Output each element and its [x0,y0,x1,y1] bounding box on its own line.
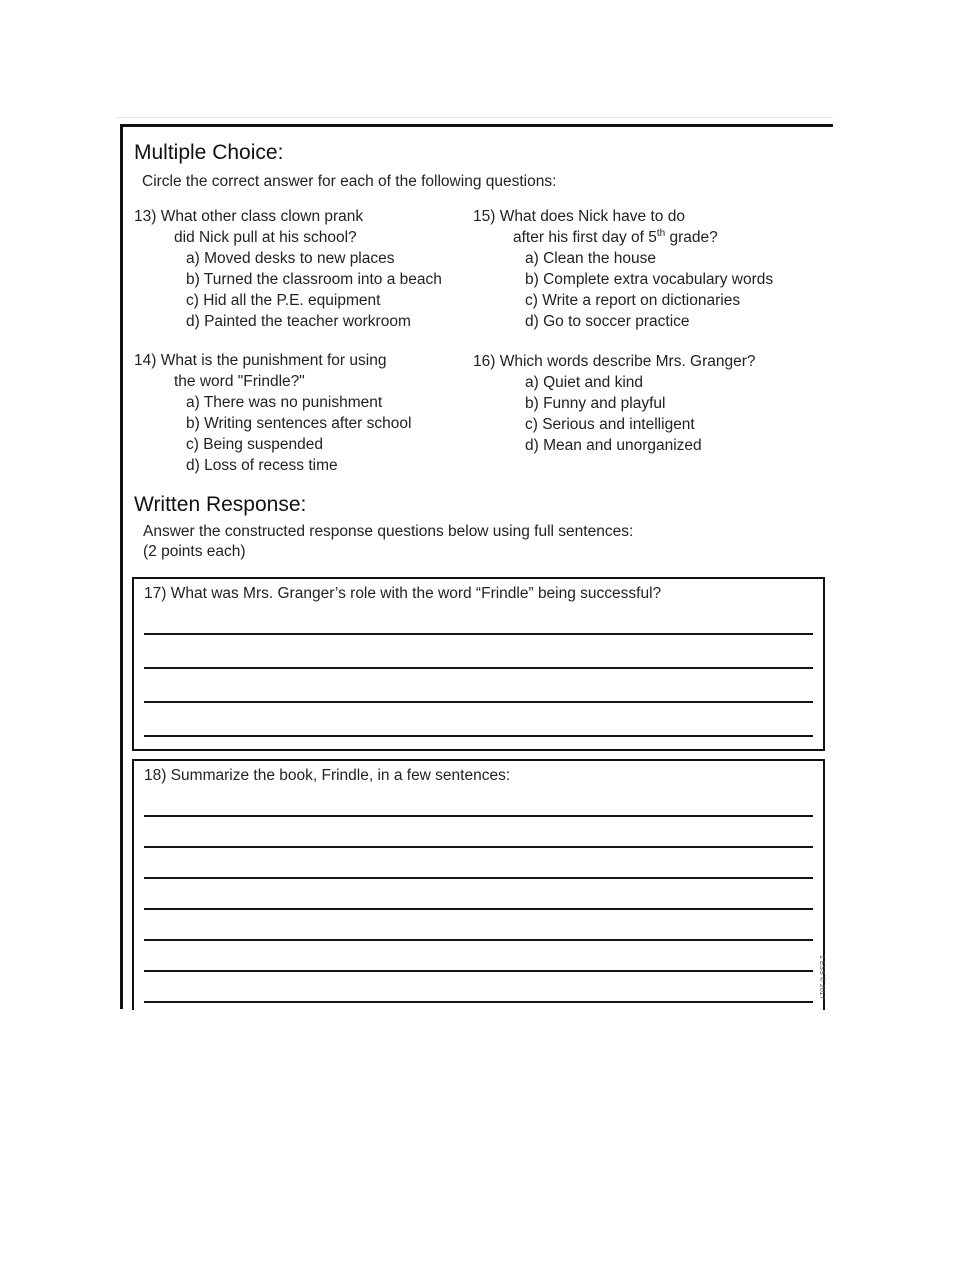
question-15 [473,206,773,332]
question-13-option-c[interactable]: c) Hid all the P.E. equipment [186,292,381,309]
question-13-option-d[interactable]: d) Painted the teacher workroom [186,313,411,330]
question-15-stem-2-end: grade? [665,229,718,246]
question-15-option-d[interactable]: d) Go to soccer practice [525,313,690,330]
question-14-option-a[interactable]: a) There was no punishment [186,394,383,411]
question-13-option-a[interactable]: a) Moved desks to new places [186,250,395,267]
question-15-stem-2-sup: th [656,227,666,239]
answer-line-18-4[interactable] [144,908,813,910]
question-13-stem-2: did Nick pull at his school? [174,229,357,246]
question-17-prompt: 17) What was Mrs. Granger’s role with the word “Frindle” being successful? [144,585,662,602]
question-16 [473,351,756,456]
answer-line-18-1[interactable] [144,815,813,817]
answer-line-18-6[interactable] [144,970,813,972]
question-18-box [132,759,825,1019]
written-response-instructions-1: Answer the constructed response questions below using full sentences: [143,523,634,540]
question-16-option-c[interactable]: c) Serious and intelligent [525,416,695,433]
question-15-stem-1: 15) What does Nick have to do [473,208,685,225]
margin-copyright-code: 1 ESS © 2017 [818,955,825,1000]
question-15-stem-2-text: after his first day of 5 [513,229,657,246]
question-14-option-c[interactable]: c) Being suspended [186,436,324,453]
question-14-option-d[interactable]: d) Loss of recess time [186,457,338,474]
answer-line-18-7[interactable] [144,1001,813,1003]
question-14 [134,350,411,476]
multiple-choice-instructions: Circle the correct answer for each of the following questions: [142,173,557,190]
answer-line-18-5[interactable] [144,939,813,941]
scan-bottom-mask [0,1010,979,1266]
question-17-box [132,577,825,751]
question-13-option-b[interactable]: b) Turned the classroom into a beach [186,271,442,288]
answer-line-18-3[interactable] [144,877,813,879]
question-15-option-c[interactable]: c) Write a report on dictionaries [525,292,741,309]
answer-line-17-3[interactable] [144,701,813,703]
question-13 [134,206,442,332]
written-response-instructions-2: (2 points each) [143,543,246,560]
answer-line-18-2[interactable] [144,846,813,848]
question-13-stem-1: 13) What other class clown prank [134,208,364,225]
question-15-option-b[interactable]: b) Complete extra vocabulary words [525,271,774,288]
answer-line-17-4[interactable] [144,735,813,737]
question-15-option-a[interactable]: a) Clean the house [525,250,656,267]
answer-line-17-2[interactable] [144,667,813,669]
written-response-heading: Written Response: [134,493,307,516]
scan-edge [117,117,833,118]
question-15-stem-2 [473,227,773,248]
question-16-option-a[interactable]: a) Quiet and kind [525,374,644,391]
answer-line-17-1[interactable] [144,633,813,635]
question-16-option-b[interactable]: b) Funny and playful [525,395,666,412]
question-16-option-d[interactable]: d) Mean and unorganized [525,437,702,454]
question-14-stem-1: 14) What is the punishment for using [134,352,387,369]
question-14-stem-2: the word "Frindle?" [174,373,305,390]
question-18-prompt: 18) Summarize the book, Frindle, in a few sentences: [144,767,511,784]
multiple-choice-heading: Multiple Choice: [134,141,284,164]
question-14-option-b[interactable]: b) Writing sentences after school [186,415,412,432]
question-16-stem-1: 16) Which words describe Mrs. Granger? [473,353,756,370]
